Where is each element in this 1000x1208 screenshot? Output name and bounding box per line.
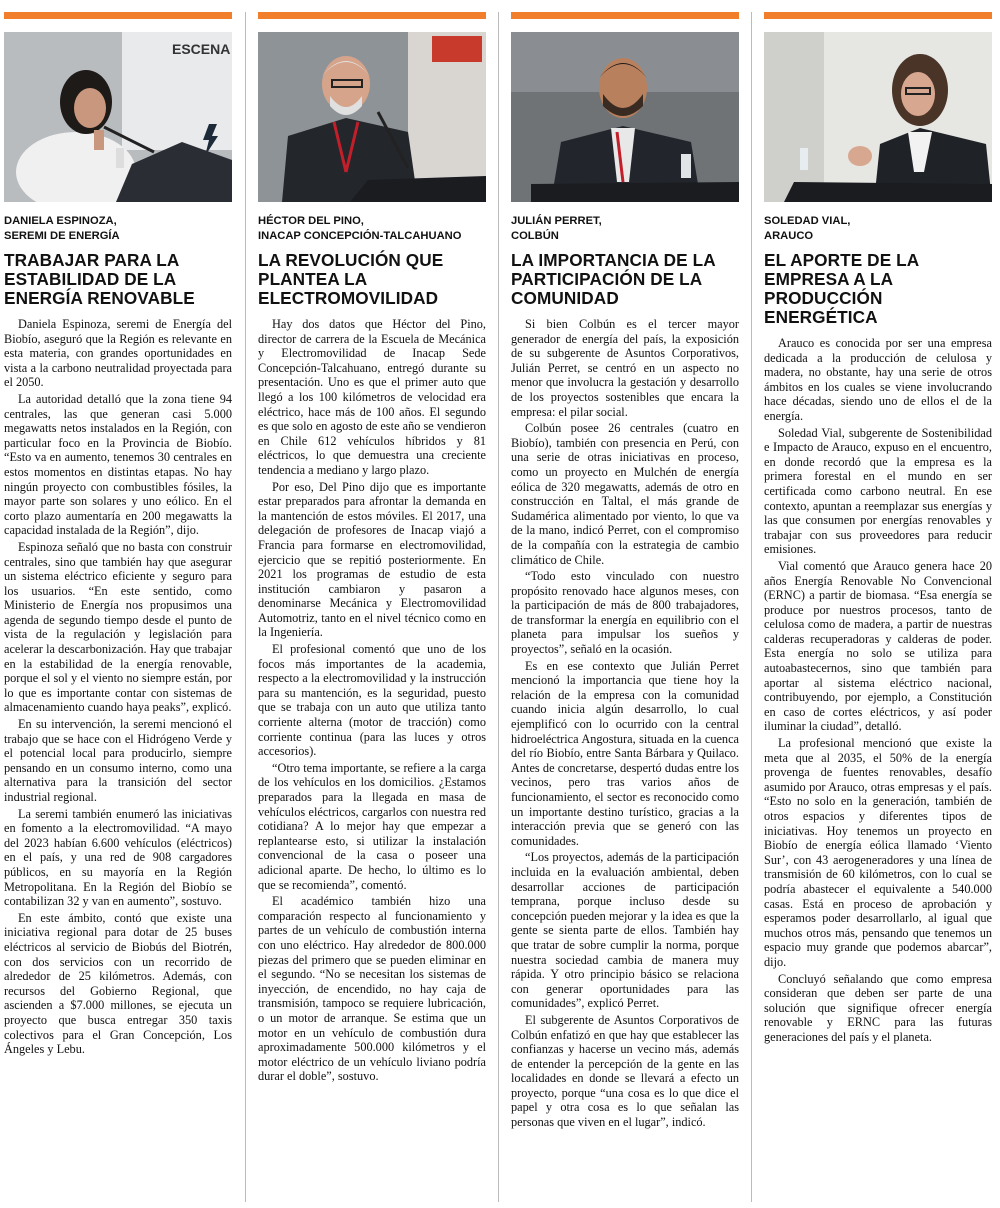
paragraph: Concluyó señalando que como empresa consideran que deben ser parte de una solución que signifique ofrecer energía renovable y ERNC para las futuras generaciones del país y el planeta. [764,971,992,1044]
caption-role: ARAUCO [764,230,814,242]
paragraph: Arauco es conocida por ser una empresa dedicada a la producción de celulosa y madera, no obstante, hay una serie de otros ámbitos en los cuales se viene involucrando hace décadas, siendo uno de ellos el de la energía. [764,336,992,423]
paragraph: “Todo esto vinculado con nuestro propósito renovado hace algunos meses, con la participación de más de 800 trabajadores, de transformar la energía en equilibrio con el planeta para impulsar los sueños y proyectos”, señaló en la ocasión. [511,569,739,657]
article-daniela-espinoza [4,0,232,1208]
paragraph: Espinoza señaló que no basta con construir centrales, sino que también hay que asegurar un sistema eléctrico eficiente y seguro para los usuarios. “En este sentido, como Ministerio de Energía nos propusimos una agenda de segundo tiempo desde el punto de vista de la regulación y legislación para acelerar la descarbonización. Hay que trabajar en la estabilidad de la energía renovable, porque el sol y el viento no siempre están, por lo que es importante contar con sistemas de almacenamiento cuando haya peaks”, explicó. [4,539,232,715]
article-body [511,317,739,1130]
speaker-photo-espinoza [4,32,232,202]
headline: TRABAJAR PARA LA ESTABILIDAD DE LA ENERGÍA RENOVABLE [4,250,195,308]
backdrop-text: ESCENA [172,41,231,57]
paragraph: “Otro tema importante, se refiere a la carga de los vehículos en los domicilios. ¿Estamos preparados para la llegada en masa de vehículos eléctricos, cargarlos con nuestra red cotidiana? A lo mejor hay que empezar a replantearse esto, si utilizar la instalación convencional de la casa o poseer una adicional aparte. De hecho, lo último es lo que se recomienda”, comentó. [258,760,486,892]
caption-name: HÉCTOR DEL PINO, [258,215,364,227]
paragraph: La seremi también enumeró las iniciativas en fomento a la electromovilidad. “A mayo del 2023 habían 6.600 vehículos (eléctricos) en el país, y una red de 908 cargadores públicos, en su mayoría en la Región Metropolitana. En la Región del Biobío se contabilizan 32 y van en aumento”, sostuvo. [4,806,232,909]
accent-bar [511,12,739,19]
headline: EL APORTE DE LA EMPRESA A LA PRODUCCIÓN ENERGÉTICA [764,250,919,327]
accent-bar [4,12,232,19]
paragraph: Colbún posee 26 centrales (cuatro en Biobío), también con presencia en Perú, con una serie de otras iniciativas en proceso, como un proyecto en Mulchén de energía eólica de 320 megawatts, además de otro en construcción en Taltal, el más grande de Sudamérica alimentado por viento, lo que va de la mano, indicó Perret, con el compromiso de la compañía con la estrategia de cambio climático de Chile. [511,421,739,567]
paragraph: Vial comentó que Arauco genera hace 20 años Energía Renovable No Convencional (ERNC) a partir de biomasa. “Esa energía se produce por nuestros procesos, tanto de celulosa como de madera, a partir de nuestras calderas recuperadoras y calderas de poder. Esta energía no solo se utiliza para autoabastecernos, sino que también para aportar al sistema eléctrico nacional, contribuyendo, por ejemplo, a Constitución en caso de cortes eléctricos, y así poder iluminar la ciudad”, detalló. [764,558,992,734]
column-divider [498,12,499,1202]
caption [511,214,739,244]
headline: LA REVOLUCIÓN QUE PLANTEA LA ELECTROMOVILIDAD [258,250,444,308]
caption [764,214,992,244]
paragraph: Soledad Vial, subgerente de Sostenibilidad e Impacto de Arauco, expuso en el encuentro, en donde recordó que la empresa es la primera forestal en el mundo en ser certificada como carbono neutral. En ese contexto, apuntan a reemplazar sus energías y las que consumen por energías renovables y trabajar con sus proveedores para reducir emisiones. [764,425,992,557]
article-body [258,317,486,1084]
paragraph: Es en ese contexto que Julián Perret mencionó la importancia que tiene hoy la relación de la empresa con la comunidad cuando inicia algún desarrollo, lo cual ejemplificó con lo ocurrido con la central hidroeléctrica Angostura, situada en la cuenca del río Biobío, entre Santa Bárbara y Quilaco. Antes de concretarse, despertó dudas entre los vecinos, pero tras varios años de funcionamiento, el sector es reconocido como un importante destino turístico, gracias a la interacción previa que se generó con las comunidades. [511,658,739,848]
speaker-photo-vial [764,32,992,202]
paragraph: El profesional comentó que uno de los focos más importantes de la academia, respecto a la electromovilidad y la instrucción para su mantención, es la seguridad, puesto que se trabaja con un auto que utiliza tanto corriente alterna (motor de tracción) como corriente continua (para las luces y otros accesorios). [258,642,486,759]
paragraph: Si bien Colbún es el tercer mayor generador de energía del país, la exposición de su subgerente de Asuntos Corporativos, Julián Perret, se centró en un aspecto no menor que involucra la gestación y desarrollo de los proyectos sostenibles que encara la empresa: el pilar social. [511,317,739,419]
article-body [764,336,992,1045]
paragraph: En este ámbito, contó que existe una iniciativa regional para dotar de 25 buses eléctricos al servicio de Biobús del Biotrén, con dos servicios con un recorrido de alrededor de 25 kilómetros. Además, con recursos del Gobierno Regional, que ascienden a $7.000 millones, se ejecuta un proyecto que busca entregar 350 taxis colectivos para el Gran Concepción, Los Ángeles y Lebu. [4,910,232,1057]
caption-name: SOLEDAD VIAL, [764,215,851,227]
paragraph: El académico también hizo una comparación respecto al funcionamiento y partes de un vehículo de combustión interna con uno eléctrico. Hay alrededor de 800.000 piezas del primero que se pueden eliminar en el segundo. “No se necesitan los sistemas de inyección, de encendido, no hay caja de transmisión, tampoco se requiere lubricación, o un motor de arranque. Se estima que un motor en un vehículo de combustión dura aproximadamente 500.000 kilómetros y el motor eléctrico de un vehículo liviano podría durar el doble”, sostuvo. [258,894,486,1084]
speaker-photo-perret [511,32,739,202]
caption-role: INACAP CONCEPCIÓN-TALCAHUANO [258,230,462,242]
accent-bar [258,12,486,19]
accent-bar [764,12,992,19]
paragraph: Por eso, Del Pino dijo que es importante estar preparados para afrontar la demanda en la mantención de estos móviles. El 2017, una delegación de profesores de Inacap viajó a Francia para formarse en electromovilidad, ejercicio que se repitió posteriormente. En 2021 los programas de estudio de esta institución cambiaron y pasaron a denominarse Mecánica y Electromovilidad Automotriz, tanto en el nivel técnico como en la Ingeniería. [258,479,486,640]
caption-name: DANIELA ESPINOZA, [4,215,117,227]
paragraph: Daniela Espinoza, seremi de Energía del Biobío, aseguró que la Región es relevante en esta materia, con grandes oportunidades en vista a la carbono neutralidad proyectada para el 2050. [4,317,232,390]
article-soledad-vial [764,0,992,1208]
paragraph: La profesional mencionó que existe la meta que al 2035, el 50% de la energía provenga de fuentes renovables, desafío asumido por Arauco, otras empresas y el país. “Esto no solo en la generación, también de otros espacios y diferentes tipos de iniciativas. Hoy tenemos un proyecto en Biobío de energía eólica llamado ‘Viento Sur’, con 43 aerogeneradores y una línea de transmisión de 60 kilómetros, con lo cual se podría abastecer el equivalente a 540.000 casas. Está en proceso de aprobación y esperamos poder desarrollarlo, al igual que muchos otros más, pensando que tenemos un espacio muy grande que podemos abarcar”, dijo. [764,736,992,969]
article-julian-perret [511,0,739,1208]
paragraph: La autoridad detalló que la zona tiene 94 centrales, las que generan casi 5.000 megawatts netos instalados en la Región, con particular foco en la Provincia de Biobío. “Esto va en aumento, tenemos 30 centrales en estos momentos en distintas etapas. No hay ningún proyecto con combustibles fósiles, la mayor parte son solares y uno eólico. En el corto plazo aumentaría en 200 megawatts la capacidad instalada de la Región”, dijo. [4,391,232,538]
caption [258,214,486,244]
paragraph: “Los proyectos, además de la participación incluida en la evaluación ambiental, deben desarrollar acciones de participación temprana, porque incluso desde su concepción pueden mejorar y la idea es que la gente se sienta parte de ellos. También hay que tratar de sobre cumplir la norma, porque nuestra sociedad cambia de manera muy rápida. Y otro principio básico se relaciona con generar oportunidades para las comunidades”, explicó Perret. [511,850,739,1011]
paragraph: El subgerente de Asuntos Corporativos de Colbún enfatizó en que hay que establecer las confianzas y hacerse un vecino más, además de entender la percepción de la gente en las localidades en donde se llevará a efecto un proyecto, porque “una cosa es lo que dice el papel y otra cosa es lo que señalan las personas que viven en el lugar”, indicó. [511,1012,739,1130]
column-divider [245,12,246,1202]
headline: LA IMPORTANCIA DE LA PARTICIPACIÓN DE LA COMUNIDAD [511,250,716,308]
caption [4,214,232,244]
caption-role: COLBÚN [511,230,559,242]
speaker-photo-del-pino [258,32,486,202]
caption-name: JULIÁN PERRET, [511,215,602,227]
article-body [4,317,232,1057]
column-divider [751,12,752,1202]
paragraph: Hay dos datos que Héctor del Pino, director de carrera de la Escuela de Mecánica y Electromovilidad de Inacap Sede Concepción-Talcahuano, entregó durante su presentación. Uno es que el primer auto que llegó a los 100 kilómetros de velocidad era eléctrico, hace más de 100 años. El segundo es que solo en agosto de este año se vendieron en Chile 612 vehículos híbridos y 81 eléctricos, lo que demuestra una creciente tendencia a mediano y largo plazo. [258,317,486,477]
article-hector-del-pino [258,0,486,1208]
caption-role: SEREMI DE ENERGÍA [4,230,120,242]
paragraph: En su intervención, la seremi mencionó el trabajo que se hace con el Hidrógeno Verde y el potencial local para producirlo, siempre pensando en un consumo interno, como una alternativa para la transición del sector industrial regional. [4,717,232,804]
